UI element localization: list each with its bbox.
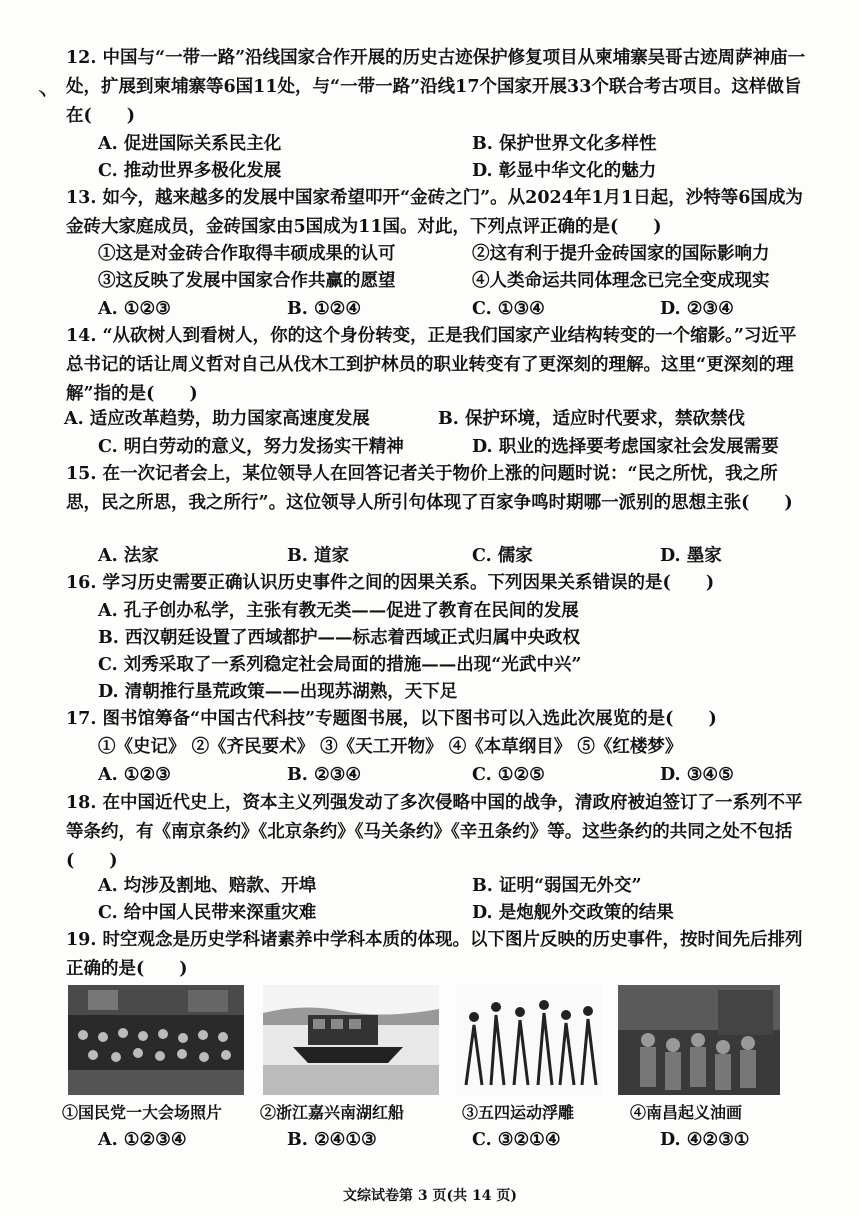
q19-option-a[interactable]: A. ①②③④ bbox=[98, 1130, 187, 1150]
q15-option-a[interactable]: A. 法家 bbox=[98, 546, 159, 566]
q13-option-b[interactable]: B. ①②④ bbox=[287, 299, 362, 319]
caption-4: ④南昌起义油画 bbox=[630, 1103, 743, 1122]
caption-1: ①国民党一大会场照片 bbox=[62, 1103, 223, 1122]
question-16-stem: 16. 学习历史需要正确认识历史事件之间的因果关系。下列因果关系错误的是( ) bbox=[66, 573, 715, 593]
q18-option-b[interactable]: B. 证明“弱国无外交” bbox=[472, 876, 642, 896]
q12-option-d[interactable]: D. 彰显中华文化的魅力 bbox=[472, 161, 657, 181]
question-17-stem: 17. 图书馆筹备“中国古代科技”专题图书展，以下图书可以入选此次展览的是( ) bbox=[66, 709, 717, 729]
q18-option-d[interactable]: D. 是炮舰外交政策的结果 bbox=[472, 903, 674, 923]
q19-option-c[interactable]: C. ③②①④ bbox=[472, 1130, 561, 1150]
q15-option-d[interactable]: D. 墨家 bbox=[660, 546, 722, 566]
q14-option-c[interactable]: C. 明白劳动的意义，努力发扬实干精神 bbox=[98, 437, 404, 457]
q17-option-c[interactable]: C. ①②⑤ bbox=[472, 765, 545, 785]
q13-statement-2: ②这有利于提升金砖国家的国际影响力 bbox=[472, 244, 770, 264]
margin-mark: 丶 bbox=[34, 85, 51, 104]
q16-option-d[interactable]: D. 清朝推行垦荒政策——出现苏湖熟，天下足 bbox=[98, 682, 458, 702]
q16-option-c[interactable]: C. 刘秀采取了一系列稳定社会局面的措施——出现“光武中兴” bbox=[98, 655, 582, 675]
q15-option-c[interactable]: C. 儒家 bbox=[472, 546, 533, 566]
q14-option-a[interactable]: A. 适应改革趋势，助力国家高速度发展 bbox=[64, 409, 370, 429]
caption-2: ②浙江嘉兴南湖红船 bbox=[260, 1103, 405, 1122]
page-footer: 文综试卷第 3 页(共 14 页) bbox=[343, 1188, 517, 1204]
q17-option-a[interactable]: A. ①②③ bbox=[98, 765, 171, 785]
q17-option-b[interactable]: B. ②③④ bbox=[287, 765, 362, 785]
q18-option-a[interactable]: A. 均涉及割地、赔款、开埠 bbox=[98, 876, 317, 896]
q12-option-b[interactable]: B. 保护世界文化多样性 bbox=[472, 134, 657, 154]
caption-3: ③五四运动浮雕 bbox=[462, 1103, 575, 1122]
q13-option-d[interactable]: D. ②③④ bbox=[660, 299, 734, 319]
may-fourth-relief-photo bbox=[456, 985, 602, 1095]
q15-option-b[interactable]: B. 道家 bbox=[287, 546, 349, 566]
q18-option-c[interactable]: C. 给中国人民带来深重灾难 bbox=[98, 903, 317, 923]
q14-option-b[interactable]: B. 保护环境，适应时代要求，禁砍禁伐 bbox=[438, 409, 745, 429]
q17-option-d[interactable]: D. ③④⑤ bbox=[660, 765, 734, 785]
q13-statement-3: ③这反映了发展中国家合作共赢的愿望 bbox=[98, 271, 396, 291]
question-13-stem: 13. 如今，越来越多的发展中国家希望叩开“金砖之门”。从2024年1月1日起，沙特等6国成为金砖大家庭成员，金砖国家由5国成为11国。对此，下列点评正确的是( ) bbox=[66, 188, 803, 237]
q13-option-a[interactable]: A. ①②③ bbox=[98, 299, 171, 319]
question-19-stem: 19. 时空观念是历史学科诸素养中学科本质的体现。以下图片反映的历史事件，按时间先后排列正确的是( ) bbox=[66, 930, 803, 979]
q19-option-d[interactable]: D. ④②③① bbox=[660, 1130, 750, 1150]
nanchang-uprising-painting bbox=[618, 985, 780, 1095]
q19-option-b[interactable]: B. ②④①③ bbox=[287, 1130, 377, 1150]
q13-statement-4: ④人类命运共同体理念已完全变成现实 bbox=[472, 271, 770, 291]
q12-option-a[interactable]: A. 促进国际关系民主化 bbox=[98, 134, 282, 154]
red-boat-photo bbox=[263, 985, 439, 1095]
q17-items: ①《史记》 ②《齐民要术》 ③《天工开物》 ④《本草纲目》 ⑤《红楼梦》 bbox=[98, 737, 683, 757]
q14-option-d[interactable]: D. 职业的选择要考虑国家社会发展需要 bbox=[472, 437, 779, 457]
question-14-stem: 14. “从砍树人到看树人，你的这个身份转变，正是我们国家产业结构转变的一个缩影。”习近平总书记的话让周义哲对自己从伐木工到护林员的职业转变有了更深刻的理解。这里“更深刻的理解”指的是( ) bbox=[66, 326, 797, 404]
q13-option-c[interactable]: C. ①③④ bbox=[472, 299, 545, 319]
q12-option-c[interactable]: C. 推动世界多极化发展 bbox=[98, 161, 282, 181]
question-12-stem: 12. 中国与“一带一路”沿线国家合作开展的历史古迹保护修复项目从柬埔寨吴哥古迹周萨神庙一处，扩展到柬埔寨等6国11处，与“一带一路”沿线17个国家开展33个联合考古项目。这样做旨在( ) bbox=[66, 48, 806, 126]
q13-statement-1: ①这是对金砖合作取得丰硕成果的认可 bbox=[98, 244, 396, 264]
kmt-congress-photo bbox=[68, 985, 244, 1095]
q16-option-b[interactable]: B. 西汉朝廷设置了西域都护——标志着西域正式归属中央政权 bbox=[98, 628, 580, 648]
q16-option-a[interactable]: A. 孔子创办私学，主张有教无类——促进了教育在民间的发展 bbox=[98, 601, 579, 621]
question-15-stem: 15. 在一次记者会上，某位领导人在回答记者关于物价上涨的问题时说：“民之所忧，我之所思，民之所思，我之所行”。这位领导人所引句体现了百家争鸣时期哪一派别的思想主张( ) bbox=[66, 464, 793, 513]
question-18-stem: 18. 在中国近代史上，资本主义列强发动了多次侵略中国的战争，清政府被迫签订了一系列不平等条约，有《南京条约》《北京条约》《马关条约》《辛丑条约》等。这些条约的共同之处不包括( ) bbox=[66, 793, 803, 871]
